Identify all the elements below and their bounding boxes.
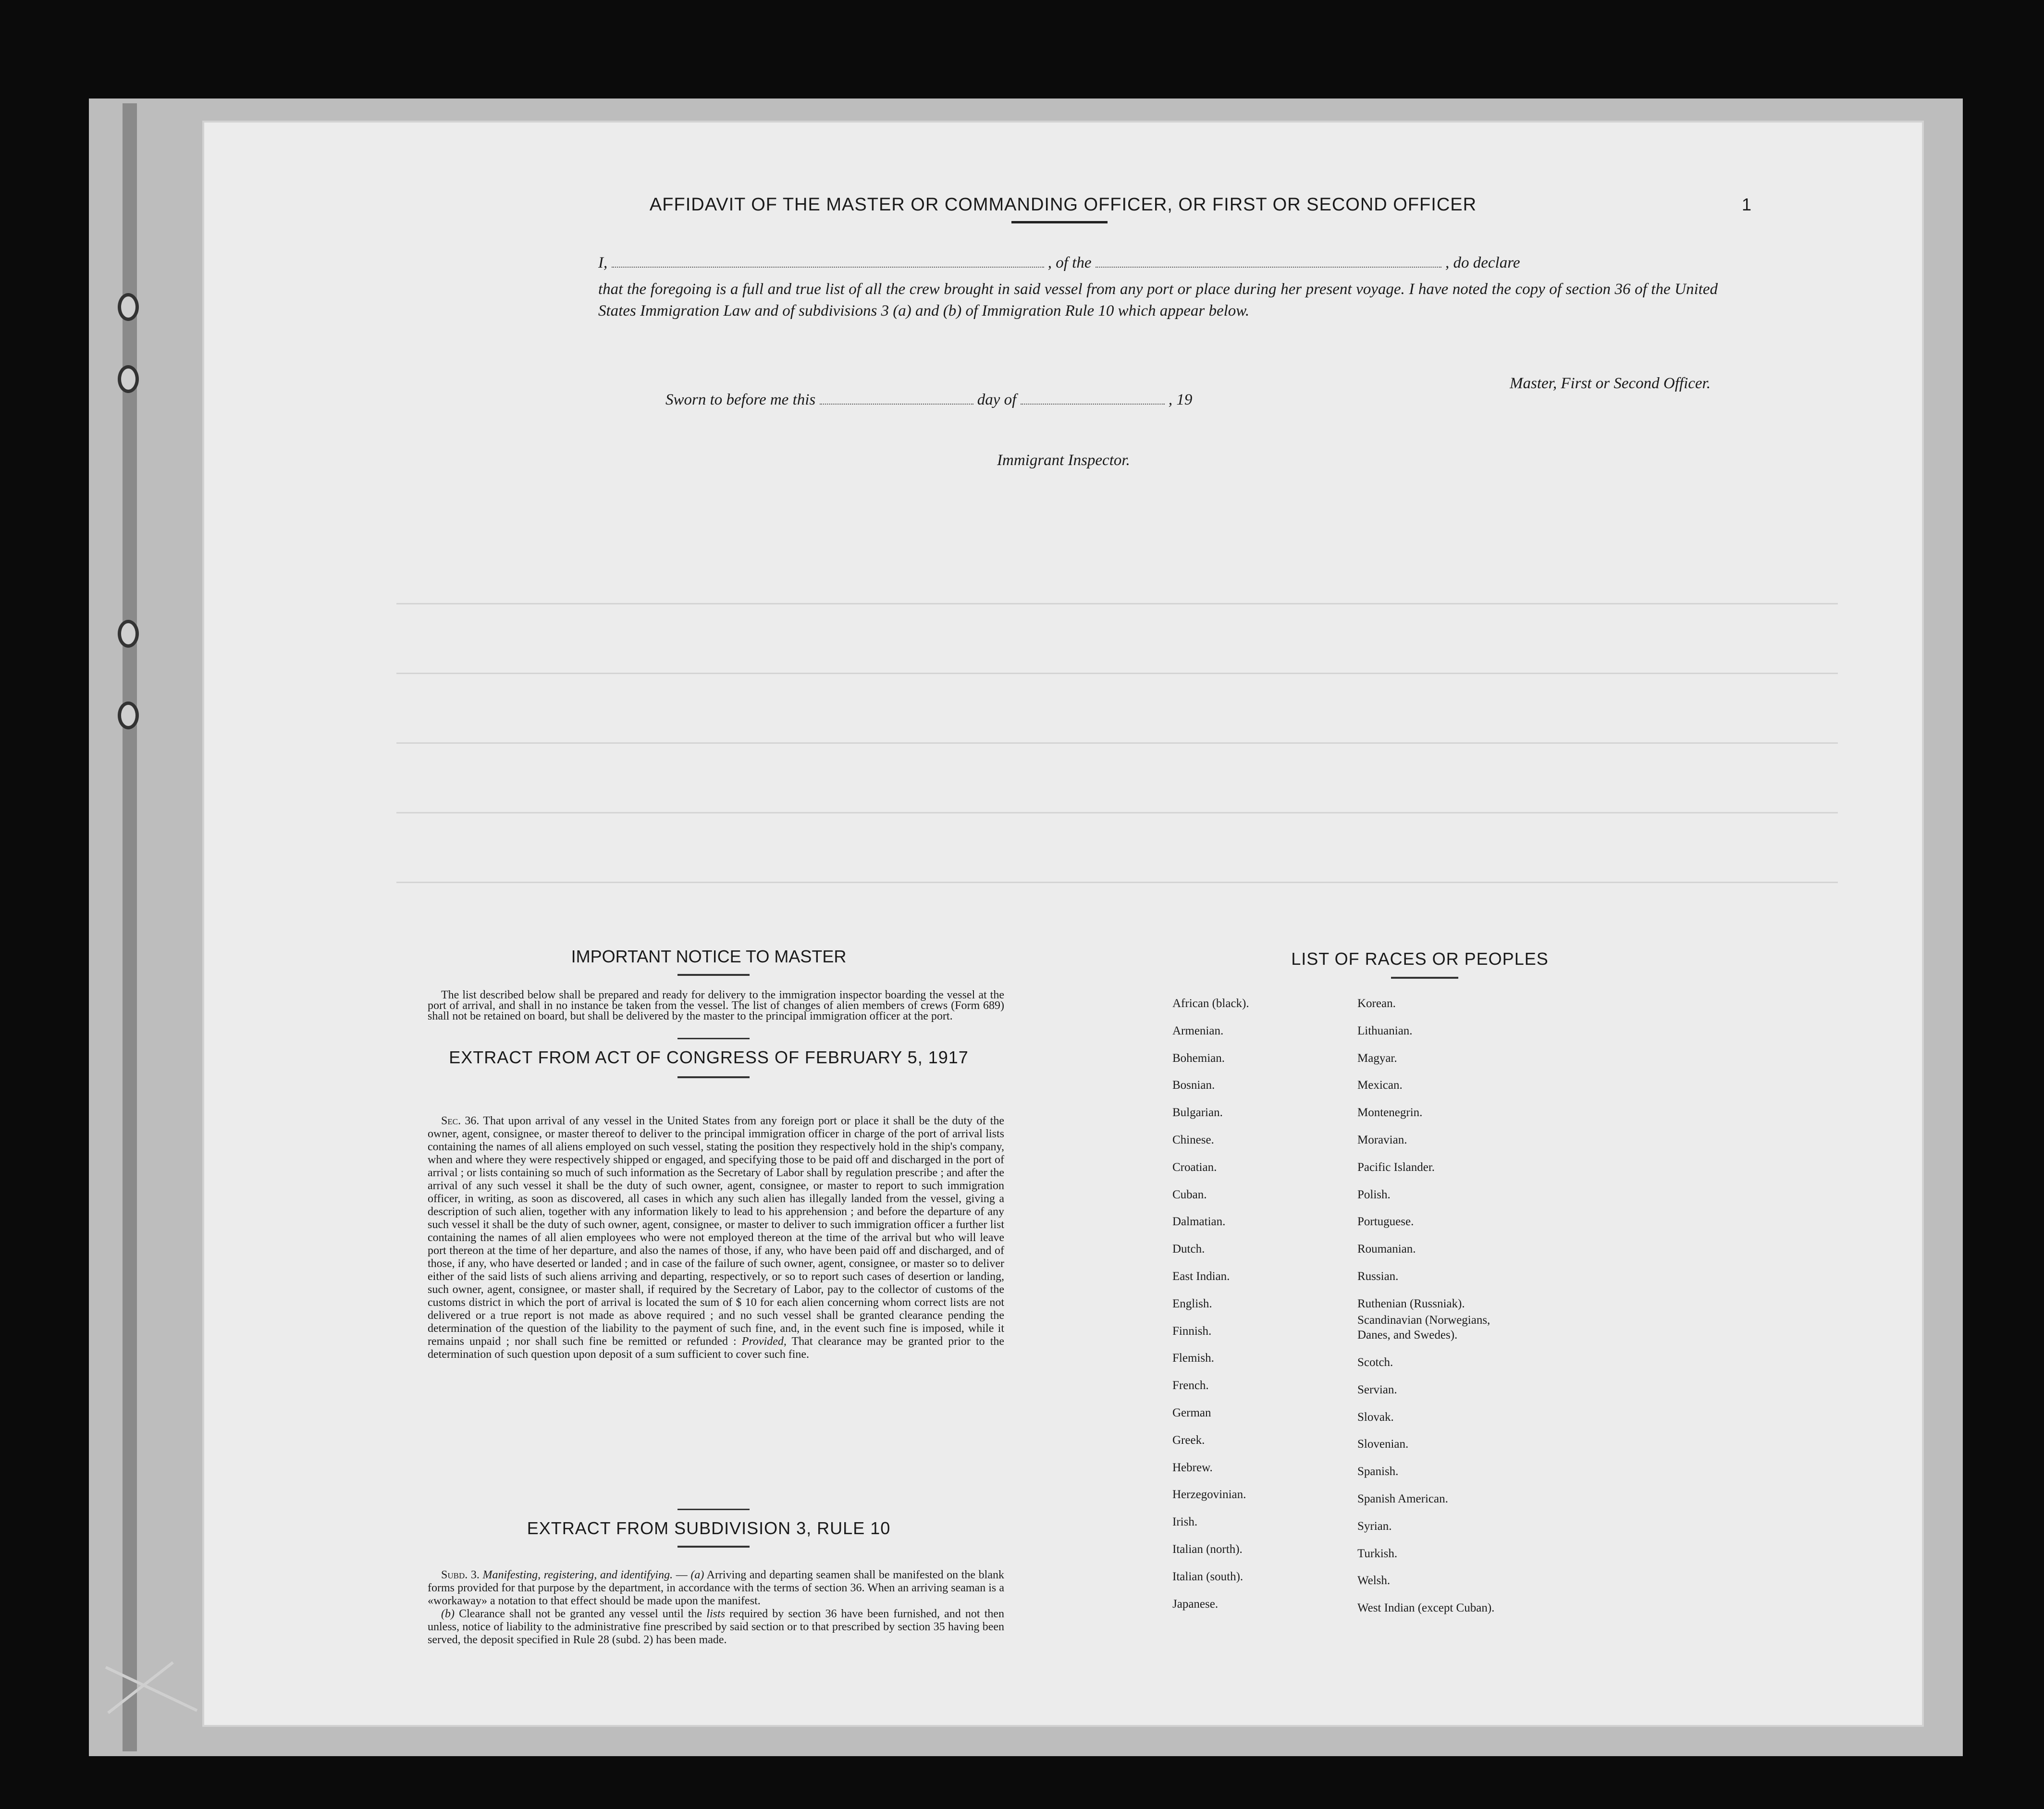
race-item: French. <box>1172 1379 1209 1392</box>
race-item: Welsh. <box>1357 1574 1391 1587</box>
sworn-day-field[interactable] <box>820 389 973 405</box>
race-item: Bohemian. <box>1172 1051 1225 1065</box>
officer-signature-label: Master, First or Second Officer. <box>1510 375 1711 392</box>
race-item: Hebrew. <box>1172 1461 1213 1474</box>
race-item: Scandinavian (Norwegians, <box>1357 1313 1490 1327</box>
race-item: Italian (south). <box>1172 1570 1244 1583</box>
race-item: Italian (north). <box>1172 1543 1243 1556</box>
affidavit-title: AFFIDAVIT OF THE MASTER OR COMMANDING OFFICER, OR FIRST OR SECOND OFFICER <box>649 195 1477 215</box>
race-item: Servian. <box>1357 1383 1397 1396</box>
race-item: English. <box>1172 1297 1212 1310</box>
race-item: Dutch. <box>1172 1243 1205 1256</box>
clause-b-text-2: required by section 36 have been furnished, and not then unless, notice of liability to the administrative fine prescribed by said section or to that prescribed by section 35 having been served, the deposit specified in Rule 28 (subd. 2) has been made. <box>428 1608 1005 1646</box>
binder-hole <box>118 293 139 321</box>
bleed-through-row <box>396 812 1838 813</box>
race-item: Croatian. <box>1172 1160 1217 1174</box>
binder-hole <box>118 701 139 729</box>
declaration-first-line <box>598 252 1718 272</box>
subdivision-paragraph-a: Subd. 3. Manifesting, registering, and identifying. — (a) Arriving and departing seamen shall be manifested on the blank forms provided for that purpose by the department, in accordance with the terms of section 36. When an arriving seaman is a «workaway» a notation to that effect should be made upon the manifest. <box>428 1569 1004 1607</box>
race-item: Turkish. <box>1357 1547 1398 1560</box>
section-text: That upon arrival of any vessel in the United States from any foreign port or place it shall be the duty of the owner, agent, consignee, or master thereof to deliver to the principal immigration officer in charge of the port of arrival lists containing the names of all aliens employed on such vessel, stating the position they respectively hold in the ship's company, when and where they were respectively shipped or engaged, and specifying those to be paid off and discharged in the port of arrival ; or lists containing so much of such information as the Secretary of Labor shall by regulation prescribe ; and after the arrival of any such vessel it shall be the duty of such owner, agent, consignee, or master to report to such immigration officer, in writing, as soon as discovered, all cases in which any such alien has illegally landed from the vessel, giving a description of such alien, together with any information likely to lead to his apprehension ; and before the departure of any such vessel it shall be the duty of such owner, agent, consignee, or master to deliver to such immigration officer a further list containing the names of all alien employees who were not employed thereon at the time of the arrival but who will leave port thereon at the time of her departure, and also the names of those, if any, who have been paid off and discharged, and of those, if any, who have deserted or landed ; and in case of the failure of such owner, agent, consignee, or master so to deliver either of the said lists of such aliens arriving and departing, respectively, or so to report such cases of desertion or landing, such owner, agent, consignee, or master shall, if required by the Secretary of Labor, pay to the collector of customs of the customs district in which the port of arrival is located the sum of $ 10 for each alien concerning whom correct lists are not delivered or a true report is not made as above required ; and no such vessel shall be granted clearance pending the determination of the question of the liability to the payment of such fine, and, in the event such fine is imposed, while it remains unpaid ; nor shall such fine be remitted or refunded : <box>428 1115 1004 1348</box>
race-item: German <box>1172 1406 1211 1419</box>
race-item: Scotch. <box>1357 1355 1393 1369</box>
race-item: Bulgarian. <box>1172 1106 1223 1120</box>
notice-rule <box>677 974 750 976</box>
act-title: EXTRACT FROM ACT OF CONGRESS OF FEBRUARY 5, 1917 <box>449 1047 969 1067</box>
race-item: Russian. <box>1357 1270 1399 1283</box>
title-rule <box>1011 221 1108 223</box>
year-label: , 19 <box>1168 391 1193 408</box>
page-edge <box>123 103 137 1751</box>
race-item: Bosnian. <box>1172 1079 1215 1092</box>
section-label: Sec. 36. <box>441 1115 480 1127</box>
race-item: Finnish. <box>1172 1324 1212 1338</box>
race-item: Danes, and Swedes). <box>1357 1329 1458 1342</box>
race-item: Slovenian. <box>1357 1438 1409 1451</box>
race-item: Spanish. <box>1357 1465 1399 1478</box>
do-declare-label: , do declare <box>1445 254 1520 271</box>
subdivision-label: Subd. 3. <box>441 1569 480 1581</box>
race-item: Dalmatian. <box>1172 1215 1226 1229</box>
clause-b-mark: (b) <box>441 1608 455 1620</box>
subdivision-text <box>428 1569 1004 1647</box>
subdivision-rule <box>677 1546 750 1548</box>
race-item: African (black). <box>1172 997 1249 1010</box>
section-text-end: That clearance may be granted prior to the determination of such question upon deposit of a sum sufficient to cover such fine. <box>428 1335 1005 1361</box>
bleed-through-row <box>396 603 1838 604</box>
act-divider <box>677 1509 750 1510</box>
bleed-through-row <box>396 673 1838 674</box>
act-rule <box>677 1076 750 1078</box>
bleed-through-row <box>396 882 1838 883</box>
race-item: Pacific Islander. <box>1357 1160 1435 1174</box>
act-text <box>428 1115 1004 1361</box>
vessel-name-field[interactable] <box>1096 252 1441 268</box>
subdivision-heading: Manifesting, registering, and identifying. <box>482 1569 673 1581</box>
race-item: Irish. <box>1172 1515 1198 1529</box>
clause-b-text-1: Clearance shall not be granted any vessel until the <box>459 1608 702 1620</box>
race-item: Portuguese. <box>1357 1215 1414 1229</box>
race-item: Moravian. <box>1357 1133 1407 1146</box>
notice-title: IMPORTANT NOTICE TO MASTER <box>571 947 847 966</box>
race-item: Spanish American. <box>1357 1492 1448 1505</box>
lists-word: lists <box>706 1608 726 1620</box>
race-item: Magyar. <box>1357 1051 1397 1065</box>
races-title: LIST OF RACES OR PEOPLES <box>1291 949 1549 969</box>
race-item: Slovak. <box>1357 1410 1394 1424</box>
provided-word: Provided, <box>741 1335 787 1348</box>
race-item: Japanese. <box>1172 1597 1219 1611</box>
races-rule <box>1391 977 1458 979</box>
bleed-through-row <box>396 742 1838 744</box>
notice-divider <box>677 1038 750 1039</box>
race-item: Lithuanian. <box>1357 1024 1413 1037</box>
race-item: Polish. <box>1357 1188 1391 1201</box>
race-item: Roumanian. <box>1357 1243 1416 1256</box>
declarant-label: I, <box>598 254 608 271</box>
notice-paragraph: The list described below shall be prepared and ready for delivery to the immigration inspector boarding the vessel at the port of arrival, and shall in no instance be taken from the vessel. The list of changes of alien members of crews (Form 689) shall not be retained on board, but shall be delivered by the master to the principal immigration officer at the port. <box>428 989 1004 1022</box>
subdivision-title: EXTRACT FROM SUBDIVISION 3, RULE 10 <box>527 1518 891 1538</box>
race-item: Ruthenian (Russniak). <box>1357 1297 1465 1310</box>
race-item: Mexican. <box>1357 1079 1403 1092</box>
sworn-label: Sworn to before me this <box>665 391 816 408</box>
declarant-name-field[interactable] <box>612 252 1044 268</box>
inspector-signature-label: Immigrant Inspector. <box>997 452 1130 469</box>
declaration-body: that the foregoing is a full and true list of all the crew brought in said vessel from any port or place during her present voyage. I have noted the copy of section 36 of the United States Immigration Law and of subdivisions 3 (a) and (b) of Immigration Rule 10 which appear below. <box>598 281 1718 320</box>
of-the-label: , of the <box>1047 254 1092 271</box>
clause-a-mark: (a) <box>690 1569 704 1581</box>
binder-hole <box>118 365 139 393</box>
race-item: Herzegovinian. <box>1172 1488 1246 1501</box>
sworn-line <box>665 389 1482 409</box>
binder-hole <box>118 620 139 648</box>
race-item: Syrian. <box>1357 1519 1392 1533</box>
race-item: East Indian. <box>1172 1270 1230 1283</box>
subdivision-paragraph-b <box>428 1608 1004 1647</box>
race-item: West Indian (except Cuban). <box>1357 1601 1495 1615</box>
affidavit-page <box>204 123 1922 1725</box>
race-item: Montenegrin. <box>1357 1106 1423 1120</box>
race-item: Korean. <box>1357 997 1396 1010</box>
race-item: Chinese. <box>1172 1133 1214 1146</box>
race-item: Greek. <box>1172 1433 1205 1447</box>
sworn-month-field[interactable] <box>1021 389 1165 405</box>
notice-text <box>428 990 1004 1021</box>
page-number: 1 <box>1742 195 1752 214</box>
day-of-label: day of <box>977 391 1017 408</box>
handwritten-x-mark <box>101 1653 207 1720</box>
race-item: Armenian. <box>1172 1024 1224 1037</box>
clause-a-text: Arriving and departing seamen shall be manifested on the blank forms provided for that purpose by the department, in accordance with the terms of section 36. When an arriving seaman is a «workaway» a notation to that effect should be made upon the manifest. <box>428 1569 1004 1607</box>
race-item: Cuban. <box>1172 1188 1207 1201</box>
race-item: Flemish. <box>1172 1352 1214 1365</box>
